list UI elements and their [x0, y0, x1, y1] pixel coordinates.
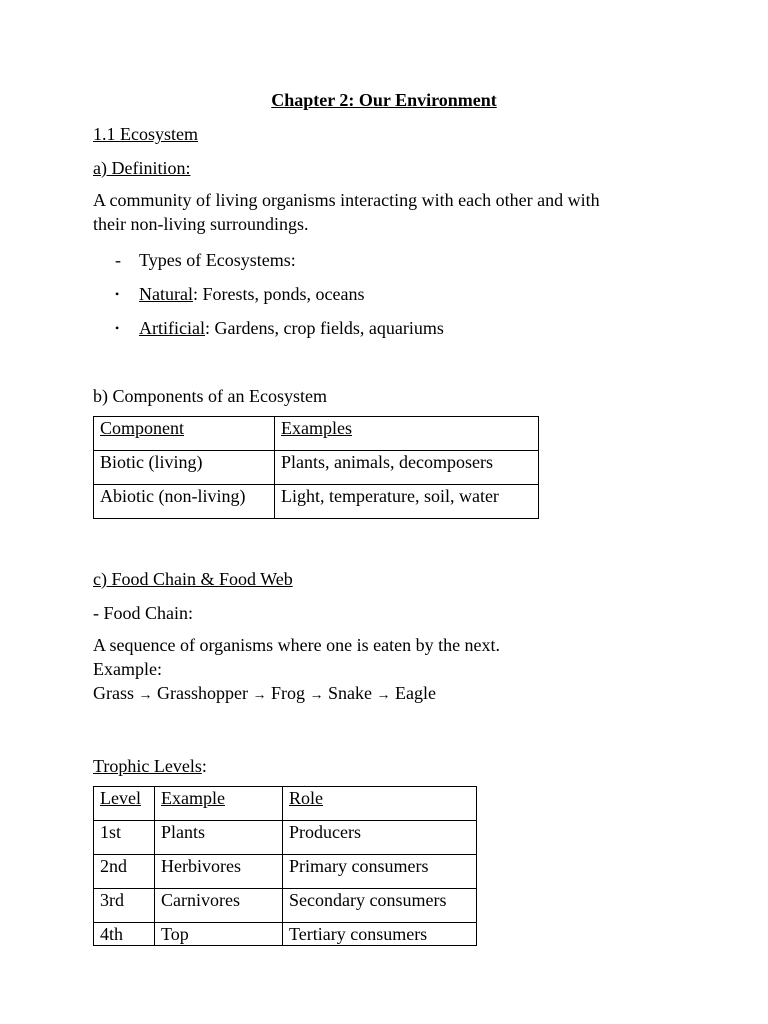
table-cell: Abiotic (non-living): [94, 485, 275, 519]
table-cell: 1st: [94, 821, 155, 855]
document-page: [93, 86, 693, 946]
food-chain-sequence: [93, 681, 693, 708]
definition-text: [93, 188, 693, 236]
definition-heading: a) Definition:: [93, 158, 191, 178]
type-term: Natural: [139, 284, 193, 304]
trophic-heading: Trophic Levels: [93, 756, 202, 776]
table-cell: 3rd: [94, 889, 155, 923]
chapter-title: Chapter 2: Our Environment: [271, 90, 497, 110]
arrow-icon: →: [309, 688, 324, 703]
table-header-cell: Component: [94, 417, 275, 451]
types-heading-item: [93, 246, 693, 280]
type-item-natural: [93, 280, 693, 314]
table-cell: 2nd: [94, 855, 155, 889]
type-item-artificial: [93, 314, 693, 348]
table-cell: Primary consumers: [283, 855, 477, 889]
table-cell: Herbivores: [155, 855, 283, 889]
table-row: [94, 855, 477, 889]
chain-organism: Snake: [328, 683, 372, 703]
table-header-cell: Example: [155, 787, 283, 821]
type-description: : Gardens, crop fields, aquariums: [204, 318, 444, 338]
types-heading: Types of Ecosystems:: [139, 250, 296, 270]
spacer: [93, 348, 693, 382]
table-row: [94, 923, 477, 946]
table-header-cell: Role: [283, 787, 477, 821]
food-chain-block: [93, 633, 693, 708]
food-heading: c) Food Chain & Food Web: [93, 569, 293, 589]
dash-marker: -: [115, 250, 121, 270]
table-cell: Carnivores: [155, 889, 283, 923]
table-header-cell: Examples: [275, 417, 539, 451]
table-header-row: [94, 417, 539, 451]
table-row: [94, 889, 477, 923]
trophic-heading-colon: :: [201, 756, 207, 776]
table-header-row: [94, 787, 477, 821]
arrow-icon: →: [376, 688, 391, 703]
example-label: Example:: [93, 659, 162, 679]
food-chain-definition: A sequence of organisms where one is eaten by the next.: [93, 635, 501, 655]
table-cell: Light, temperature, soil, water: [275, 485, 539, 519]
chain-organism: Grass: [93, 683, 134, 703]
components-table: [93, 416, 539, 519]
arrow-icon: →: [138, 688, 153, 703]
definition-text-line1: A community of living organisms interacting with each other and with: [93, 190, 600, 210]
bullet-marker: •: [115, 287, 120, 301]
table-header-cell: Level: [94, 787, 155, 821]
arrow-icon: →: [252, 688, 267, 703]
table-cell: Secondary consumers: [283, 889, 477, 923]
table-cell: Plants: [155, 821, 283, 855]
chain-organism: Frog: [270, 683, 305, 703]
spacer: [93, 519, 693, 565]
table-cell: 4th: [94, 923, 155, 946]
table-row: [94, 821, 477, 855]
spacer: [93, 708, 693, 752]
components-heading: b) Components of an Ecosystem: [93, 386, 327, 406]
food-chain-label: - Food Chain:: [93, 603, 194, 623]
chain-organism: Grasshopper: [157, 683, 248, 703]
section-heading: 1.1 Ecosystem: [93, 124, 198, 144]
type-term: Artificial: [139, 318, 205, 338]
bullet-marker: •: [115, 321, 120, 335]
table-row: [94, 485, 539, 519]
trophic-table: [93, 786, 477, 946]
type-description: : Forests, ponds, oceans: [192, 284, 365, 304]
table-row: [94, 451, 539, 485]
definition-text-line2: their non-living surroundings.: [93, 214, 309, 234]
table-cell: Plants, animals, decomposers: [275, 451, 539, 485]
table-cell: Biotic (living): [94, 451, 275, 485]
chain-organism: Eagle: [395, 683, 436, 703]
table-cell: Tertiary consumers: [283, 923, 477, 946]
table-cell: Producers: [283, 821, 477, 855]
table-cell: Top: [155, 923, 283, 946]
trophic-heading-line: [93, 752, 693, 786]
